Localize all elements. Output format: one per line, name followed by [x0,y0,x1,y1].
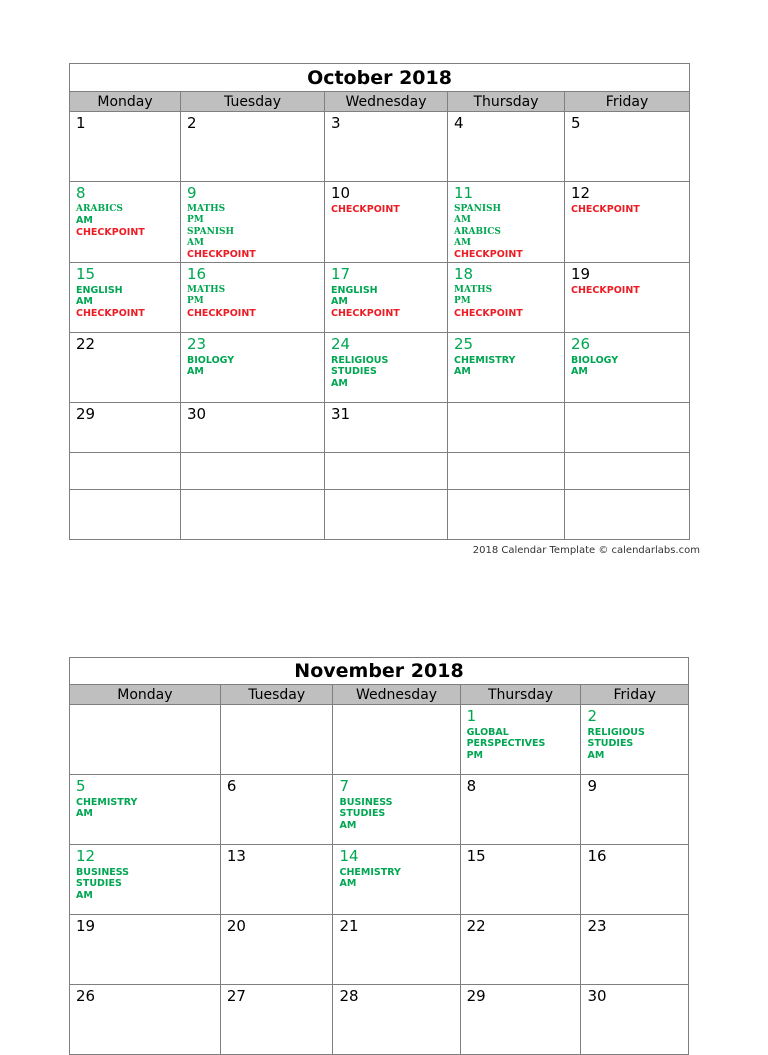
event-line: STUDIES [339,808,386,820]
event-list [325,201,447,215]
day-cell[interactable] [333,985,460,1055]
event-list [181,282,324,319]
day-number [448,453,564,457]
event-list [70,201,180,238]
day-number: 10 [331,184,351,202]
event-line: GLOBAL [466,727,509,738]
day-cell[interactable] [70,915,221,985]
day-cell[interactable] [181,333,325,403]
event-line: AM [339,819,357,831]
event-list [70,794,220,820]
weekday-monday: Monday [70,685,221,705]
day-number [70,490,180,494]
event-line: ARABICS [454,226,501,237]
day-cell[interactable] [70,403,181,453]
event-line: CHECKPOINT [571,285,640,296]
day-number: 23 [187,335,207,353]
day-cell[interactable] [565,333,690,403]
day-number: 8 [76,184,86,202]
day-number: 12 [76,847,96,865]
event-line: PM [187,296,204,307]
day-number: 9 [587,777,598,795]
weekday-tuesday: Tuesday [220,685,333,705]
event-line: CHECKPOINT [76,307,145,319]
october-calendar [69,63,690,540]
day-number [181,490,324,494]
day-cell[interactable] [333,775,460,845]
week-row [70,333,690,403]
day-number [325,453,447,457]
day-cell[interactable] [325,403,448,453]
day-number: 11 [454,184,474,202]
day-number: 25 [454,335,474,353]
event-line: CHECKPOINT [187,307,256,319]
event-list [581,724,688,761]
day-cell[interactable] [448,182,565,263]
day-cell[interactable] [565,453,690,490]
day-cell[interactable] [325,453,448,490]
event-line: AM [76,808,93,820]
day-cell[interactable] [448,333,565,403]
event-line: CHECKPOINT [331,307,400,319]
event-list [565,201,689,215]
day-number [333,705,459,709]
day-number: 1 [76,114,86,132]
event-line: AM [454,215,471,226]
week-row [70,182,690,263]
event-line: PM [466,749,483,761]
day-cell[interactable] [70,333,181,403]
day-number: 27 [226,987,246,1005]
event-list [565,282,689,296]
event-list [70,864,220,901]
day-cell[interactable] [565,182,690,263]
day-cell[interactable] [181,403,325,453]
day-cell[interactable] [565,263,690,333]
day-cell[interactable] [325,490,448,540]
day-cell[interactable] [460,705,581,775]
day-cell[interactable] [70,182,181,263]
day-number: 9 [187,184,197,202]
weekday-tuesday: Tuesday [181,92,325,112]
event-list [70,282,180,319]
event-line: SPANISH [454,204,502,214]
day-number [181,453,324,457]
day-cell[interactable] [325,263,448,333]
day-number: 7 [339,777,350,795]
event-line: MATHS [454,285,493,295]
event-line: PERSPECTIVES [466,738,546,750]
week-row [70,263,690,333]
event-list [448,282,564,319]
event-line: AM [587,749,605,761]
day-number: 26 [571,335,591,353]
day-cell[interactable] [448,490,565,540]
event-line: STUDIES [587,738,634,750]
day-cell[interactable] [220,705,333,775]
day-cell[interactable] [220,775,333,845]
event-line: ENGLISH [331,285,378,296]
week-row [70,490,690,540]
event-list [448,201,564,260]
day-number: 23 [587,917,607,935]
day-cell[interactable] [70,263,181,333]
day-number: 2 [587,707,598,725]
event-line: CHECKPOINT [454,307,523,319]
day-number: 22 [76,335,96,353]
event-list [448,352,564,378]
day-cell[interactable] [333,915,460,985]
event-line: AM [331,377,348,389]
day-number [325,490,447,494]
weekday-wednesday: Wednesday [333,685,460,705]
day-cell[interactable] [565,112,690,182]
day-number: 26 [76,987,96,1005]
weekday-friday: Friday [565,92,690,112]
day-cell[interactable] [448,453,565,490]
event-line: AM [571,366,588,378]
event-line: ENGLISH [76,285,123,296]
day-number [565,490,689,494]
weekday-friday: Friday [581,685,689,705]
day-number: 30 [587,987,607,1005]
event-line: AM [454,237,471,248]
event-line: BIOLOGY [571,355,619,366]
day-number: 24 [331,335,351,353]
day-cell[interactable] [220,845,333,915]
day-cell[interactable] [70,845,221,915]
weekday-thursday: Thursday [448,92,565,112]
day-cell[interactable] [565,490,690,540]
event-line: AM [454,366,471,378]
day-cell[interactable] [70,112,181,182]
event-line: RELIGIOUS [587,727,645,738]
event-line: CHEMISTRY [76,797,138,808]
day-number: 28 [339,987,359,1005]
event-line: CHECKPOINT [331,204,400,215]
day-cell[interactable] [70,705,221,775]
day-cell[interactable] [565,403,690,453]
day-number: 4 [454,114,464,132]
day-cell[interactable] [70,985,221,1055]
day-cell[interactable] [448,112,565,182]
event-line: BIOLOGY [187,355,235,366]
day-cell[interactable] [325,182,448,263]
week-row [70,403,690,453]
day-number: 15 [76,265,96,283]
day-number [448,403,564,407]
day-cell[interactable] [70,775,221,845]
event-line: PM [454,296,471,307]
day-number [448,490,564,494]
week-row [70,112,690,182]
day-cell[interactable] [581,845,689,915]
event-line: ARABICS [76,204,123,214]
day-cell[interactable] [581,915,689,985]
event-line: SPANISH [187,226,235,237]
event-list [325,282,447,319]
day-number: 8 [466,777,477,795]
day-number: 16 [587,847,607,865]
day-number: 22 [466,917,486,935]
day-number: 6 [226,777,237,795]
day-cell[interactable] [220,915,333,985]
day-number: 17 [331,265,351,283]
event-line: STUDIES [76,878,122,890]
event-line: CHECKPOINT [187,249,256,261]
event-line: BUSINESS [339,797,393,808]
day-cell[interactable] [181,182,325,263]
day-cell[interactable] [181,112,325,182]
day-cell[interactable] [325,333,448,403]
day-number: 5 [571,114,581,132]
day-number [70,705,220,709]
day-number: 3 [331,114,341,132]
week-row [70,775,689,845]
day-cell[interactable] [460,845,581,915]
event-list [181,352,324,378]
week-row [70,453,690,490]
week-row [70,845,689,915]
event-line: RELIGIOUS [331,355,389,366]
event-line: CHEMISTRY [339,867,401,878]
weekday-header-row [70,685,689,705]
week-row [70,985,689,1055]
day-cell[interactable] [181,263,325,333]
day-cell[interactable] [448,403,565,453]
day-cell[interactable] [325,112,448,182]
day-number: 1 [466,707,477,725]
day-cell[interactable] [460,775,581,845]
day-cell[interactable] [181,490,325,540]
day-cell[interactable] [220,985,333,1055]
month-title: November 2018 [70,658,689,685]
event-line: AM [76,889,93,901]
event-line: STUDIES [331,366,377,378]
day-number: 15 [466,847,486,865]
event-line: CHEMISTRY [454,355,516,366]
event-line: AM [76,296,93,308]
day-number: 29 [466,987,486,1005]
day-number [221,705,333,709]
month-title: October 2018 [70,64,690,92]
day-cell[interactable] [581,985,689,1055]
day-cell[interactable] [581,705,689,775]
day-number: 21 [339,917,359,935]
event-list [461,724,581,761]
event-line: CHECKPOINT [76,226,145,238]
day-cell[interactable] [70,490,181,540]
day-cell[interactable] [448,263,565,333]
event-line: AM [339,878,357,890]
day-number: 31 [331,405,351,423]
event-list [325,352,447,389]
event-line: MATHS [187,204,226,214]
weekday-wednesday: Wednesday [325,92,448,112]
day-cell[interactable] [70,453,181,490]
day-number: 14 [339,847,359,865]
event-list [565,352,689,378]
event-line: CHECKPOINT [454,249,523,261]
event-line: AM [331,296,348,308]
day-number: 29 [76,405,96,423]
november-calendar [69,657,689,1055]
week-row [70,705,689,775]
day-cell[interactable] [460,985,581,1055]
day-cell[interactable] [460,915,581,985]
event-line: AM [187,237,204,248]
day-number: 16 [187,265,207,283]
day-number: 30 [187,405,207,423]
day-cell[interactable] [333,705,460,775]
day-number [565,403,689,407]
week-row [70,915,689,985]
day-number: 19 [76,917,96,935]
event-line: BUSINESS [76,867,130,878]
footer-credit: 2018 Calendar Template © calendarlabs.com [472,545,700,556]
weekday-monday: Monday [70,92,181,112]
event-line: CHECKPOINT [571,204,640,215]
day-number: 18 [454,265,474,283]
event-list [181,201,324,260]
day-number [70,453,180,457]
day-cell[interactable] [181,453,325,490]
event-list [333,794,459,831]
event-list [333,864,459,890]
event-line: AM [76,215,93,227]
event-line: PM [187,215,204,226]
event-line: MATHS [187,285,226,295]
day-number: 13 [226,847,246,865]
day-number: 20 [226,917,246,935]
day-number: 5 [76,777,86,795]
weekday-thursday: Thursday [460,685,581,705]
day-number: 12 [571,184,591,202]
day-number: 2 [187,114,197,132]
weekday-header-row [70,92,690,112]
day-cell[interactable] [333,845,460,915]
day-number: 19 [571,265,591,283]
day-number [565,453,689,457]
event-line: AM [187,366,204,378]
day-cell[interactable] [581,775,689,845]
